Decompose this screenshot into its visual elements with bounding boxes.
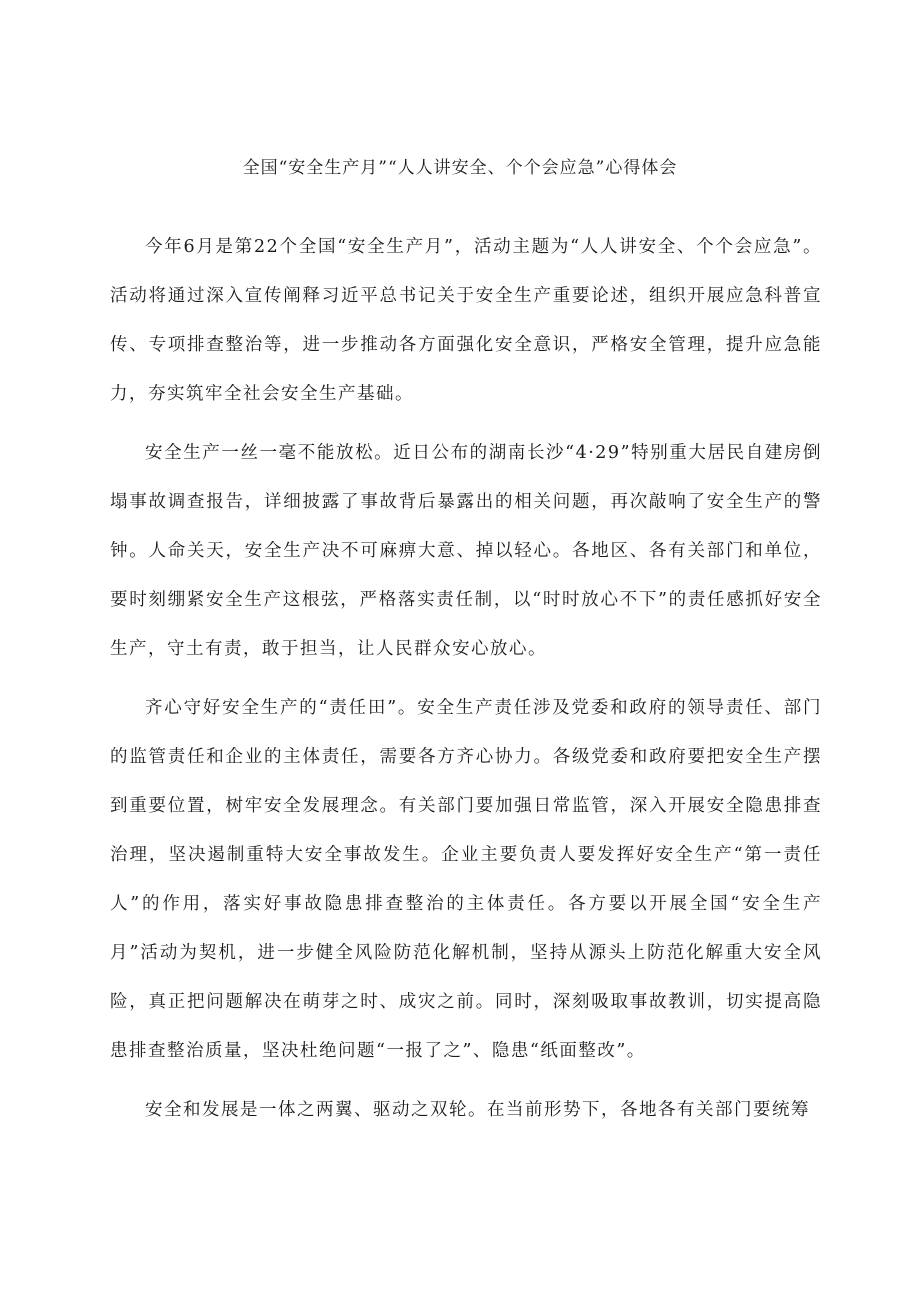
- document-title: 全国“安全生产月”“人人讲安全、个个会应急”心得体会: [242, 158, 678, 178]
- document-body: [110, 223, 822, 1145]
- paragraph-3: 齐心守好安全生产的“责任田”。安全生产责任涉及党委和政府的领导责任、部门的监管责任和企业的主体责任，需要各方齐心协力。各级党委和政府要把安全生产摆到重要位置，树牢安全发展理念。有关部门要加强日常监管，深入开展安全隐患排查治理，坚决遏制重特大安全事故发生。企业主要负责人要发挥好安全生产“第一责任人”的作用，落实好事故隐患排查整治的主体责任。各方要以开展全国“安全生产月”活动为契机，进一步健全风险防范化解机制，坚持从源头上防范化解重大安全风险，真正把问题解决在萌芽之时、成灾之前。同时，深刻吸取事故教训，切实提高隐患排查整治质量，坚决杜绝问题“一报了之”、隐患“纸面整改”。: [110, 698, 822, 1061]
- paragraph-2: 安全生产一丝一毫不能放松。近日公布的湖南长沙“4·29”特别重大居民自建房倒塌事故调查报告，详细披露了事故背后暴露出的相关问题，再次敲响了安全生产的警钟。人命关天，安全生产决不可麻痹大意、掉以轻心。各地区、各有关部门和单位，要时刻绷紧安全生产这根弦，严格落实责任制，以“时时放心不下”的责任感抓好安全生产，守土有责，敢于担当，让人民群众安心放心。: [110, 443, 822, 659]
- paragraph-4: 安全和发展是一体之两翼、驱动之双轮。在当前形势下，各地各有关部门要统筹: [145, 1100, 810, 1120]
- paragraph-1: 今年6月是第22个全国“安全生产月”，活动主题为“人人讲安全、个个会应急”。活动将通过深入宣传阐释习近平总书记关于安全生产重要论述，组织开展应急科普宣传、专项排查整治等，进一步推动各方面强化安全意识，严格安全管理，提升应急能力，夯实筑牢全社会安全生产基础。: [110, 237, 822, 404]
